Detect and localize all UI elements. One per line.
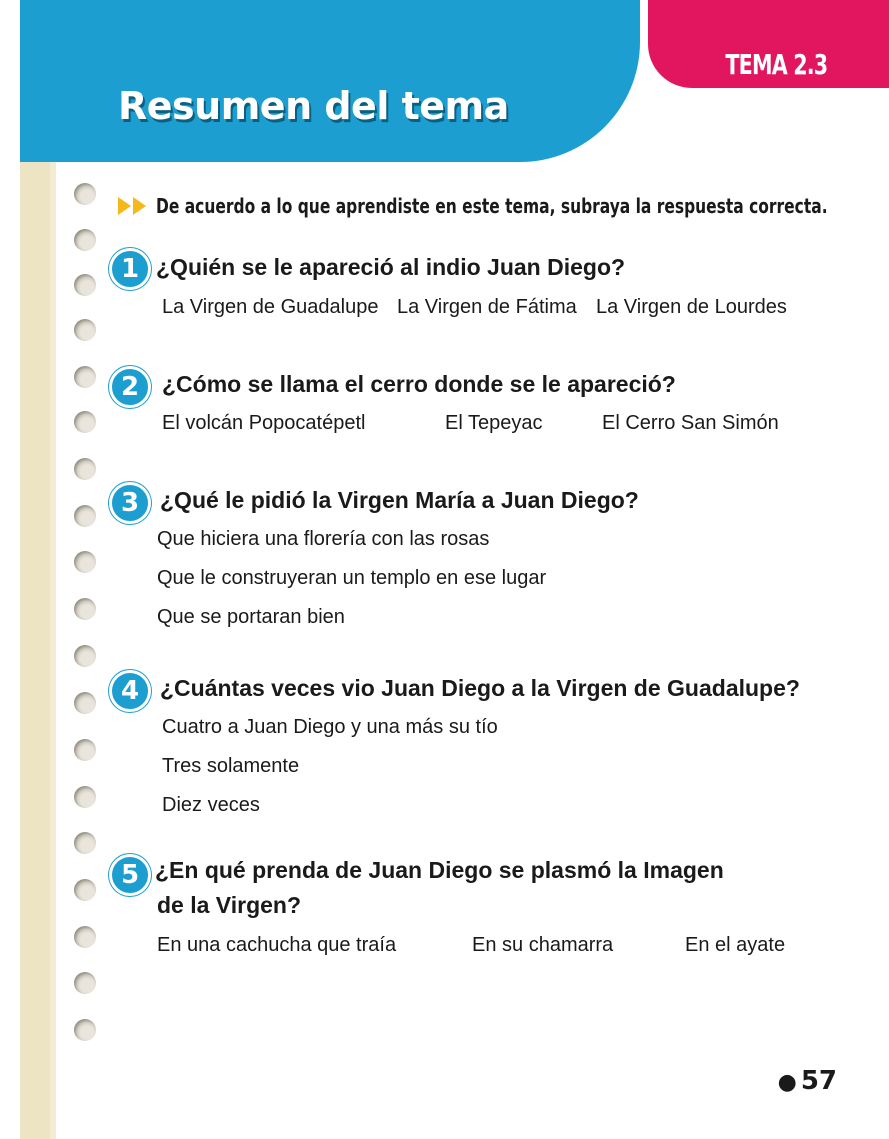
answer-option[interactable]: El Tepeyac: [445, 412, 543, 434]
answer-option[interactable]: Que se portaran bien: [157, 606, 345, 628]
binder-hole: [74, 692, 96, 714]
binder-hole: [74, 645, 96, 667]
double-chevron-icon: [118, 197, 148, 215]
answer-option[interactable]: Que le construyeran un templo en ese lugar: [157, 567, 547, 589]
binder-hole: [74, 739, 96, 761]
answer-option[interactable]: Cuatro a Juan Diego y una más su tío: [162, 716, 498, 738]
page-number: [778, 1066, 837, 1096]
answer-option[interactable]: El Cerro San Simón: [602, 412, 779, 434]
binder-hole: [74, 274, 96, 296]
bullet-icon: ●: [777, 1070, 797, 1095]
binder-hole: [74, 926, 96, 948]
answer-option[interactable]: La Virgen de Guadalupe: [162, 296, 379, 318]
binder-hole: [74, 786, 96, 808]
page-title: Resumen del tema: [118, 84, 509, 128]
binder-hole: [74, 972, 96, 994]
binder-hole: [74, 458, 96, 480]
question-2-text: ¿Cómo se llama el cerro donde se le apareció?: [162, 371, 676, 397]
page-edge: [0, 0, 20, 1139]
notebook-margin-line: [50, 160, 56, 1139]
binder-hole: [74, 879, 96, 901]
question-3-text: ¿Qué le pidió la Virgen María a Juan Diego?: [160, 487, 639, 513]
answer-option[interactable]: Diez veces: [162, 794, 260, 816]
answer-option[interactable]: La Virgen de Fátima: [397, 296, 577, 318]
question-number-4: 4: [109, 670, 151, 712]
instruction-text: De acuerdo a lo que aprendiste en este tema, subraya la respuesta correcta.: [156, 194, 828, 218]
topic-tab-label: TEMA 2.3: [725, 48, 827, 81]
question-5-text-line1: ¿En qué prenda de Juan Diego se plasmó la Imagen: [155, 857, 724, 883]
answer-option[interactable]: Tres solamente: [162, 755, 300, 777]
page-number-value: 57: [800, 1066, 837, 1096]
binder-hole: [74, 551, 96, 573]
question-1-text: ¿Quién se le apareció al indio Juan Diego?: [156, 254, 626, 280]
answer-option[interactable]: En una cachucha que traía: [157, 934, 397, 956]
binder-hole: [74, 411, 96, 433]
binder-hole: [74, 183, 96, 205]
binder-hole: [74, 319, 96, 341]
question-number-5: 5: [109, 854, 151, 896]
question-4-text: ¿Cuántas veces vio Juan Diego a la Virgen de Guadalupe?: [160, 675, 800, 701]
binder-hole: [74, 832, 96, 854]
question-number-3: 3: [109, 482, 151, 524]
binder-hole: [74, 366, 96, 388]
answer-option[interactable]: Que hiciera una florería con las rosas: [157, 528, 490, 550]
question-5-text-line2: de la Virgen?: [157, 892, 302, 918]
notebook-margin: [20, 160, 50, 1139]
answer-option[interactable]: La Virgen de Lourdes: [596, 296, 787, 318]
binder-hole: [74, 1019, 96, 1041]
question-number-1: 1: [109, 248, 151, 290]
question-number-2: 2: [109, 366, 151, 408]
instruction: [118, 194, 889, 218]
answer-option[interactable]: El volcán Popocatépetl: [162, 412, 366, 434]
answer-option[interactable]: En su chamarra: [472, 934, 614, 956]
binder-hole: [74, 505, 96, 527]
topic-tab: [648, 0, 889, 88]
binder-hole: [74, 229, 96, 251]
header-banner: [20, 0, 640, 162]
answer-option[interactable]: En el ayate: [685, 934, 786, 956]
binder-hole: [74, 598, 96, 620]
